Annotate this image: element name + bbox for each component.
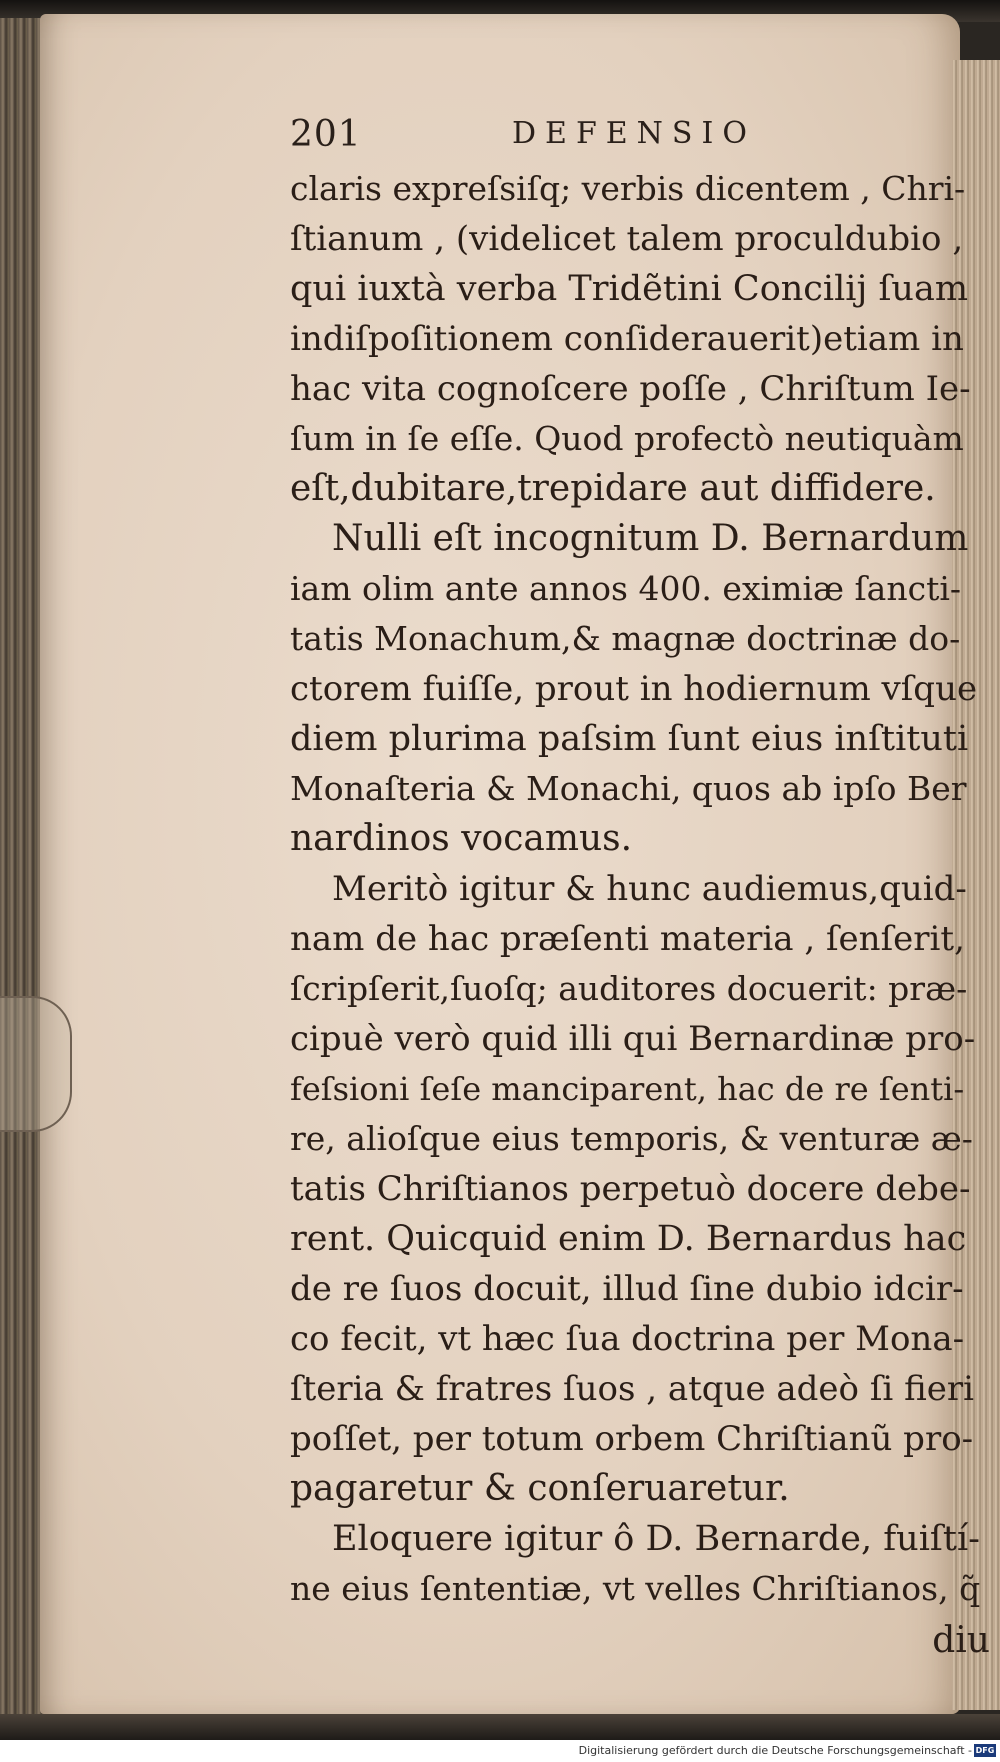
text-line: de re ſuos docuit, illud ſine dubio idcir- — [290, 1269, 964, 1309]
text-line: diem plurima paſsim ſunt eius inſtituti — [290, 719, 969, 759]
text-line: poſſet, per totum orbem Chriſtianũ pro- — [290, 1419, 974, 1459]
text-line: tatis Monachum,& magnæ doctrinæ do- — [290, 619, 961, 658]
text-line: cipuè verò quid illi qui Bernardinæ pro- — [290, 1019, 976, 1059]
text-line: Monaſteria & Monachi, quos ab ipſo Ber — [290, 769, 967, 808]
text-line: ſtianum , (videlicet talem proculdubio , — [290, 219, 964, 259]
text-line: iam olim ante annos 400. eximiæ ſancti- — [290, 569, 962, 608]
text-line: Meritò igitur & hunc audiemus,quid- — [332, 869, 967, 909]
text-line: qui iuxtà verba Tridẽtini Concilij ſuam — [290, 269, 969, 309]
text-line: tatis Chriſtianos perpetuò docere debe- — [290, 1169, 971, 1209]
text-line: Eloquere igitur ô D. Bernarde, fuiſtí- — [332, 1519, 980, 1559]
text-line: ſcripſerit,ſuoſq; auditores docuerit: præ- — [290, 969, 968, 1008]
bookmark-tab — [0, 996, 72, 1132]
page-number: 201 — [290, 114, 362, 155]
text-line: pagaretur & conſeruaretur. — [290, 1468, 790, 1509]
text-line: Nulli eſt incognitum D. Bernardum — [332, 518, 969, 559]
text-line: claris expreſsiſq; verbis dicentem , Chri- — [290, 169, 966, 208]
text-line: ctorem fuiſſe, prout in hodiernum vſque — [290, 669, 978, 709]
text-line: rent. Quicquid enim D. Bernardus hac — [290, 1219, 967, 1259]
catchword: diu — [932, 1620, 990, 1661]
bottom-book-edge — [0, 1714, 1000, 1740]
text-line: ſum in ſe eſſe. Quod profectò neutiquàm — [290, 419, 964, 458]
running-title: DEFENSIO — [512, 116, 756, 151]
text-line: feſsioni ſeſe manciparent, hac de re ſenti- — [290, 1070, 965, 1108]
text-line: ſteria & fratres ſuos , atque adeò ſi fieri — [290, 1369, 975, 1409]
text-line: ne eius ſententiæ, vt velles Chriſtianos, q̃ — [290, 1569, 981, 1608]
text-line: nam de hac præſenti materia , ſenſerit, — [290, 919, 965, 959]
text-line: nardinos vocamus. — [290, 818, 633, 859]
dfg-logo: DFG — [975, 1746, 995, 1755]
text-line: hac vita cognoſcere poſſe , Chriſtum Ie- — [290, 369, 971, 409]
text-line: co fecit, vt hæc ſua doctrina per Mona- — [290, 1319, 965, 1359]
running-head — [290, 114, 930, 166]
funding-credit: Digitalisierung gefördert durch die Deutsche Forschungsgemeinschaft - — [578, 1744, 972, 1757]
text-line: indiſpoſitionem conſiderauerit)etiam in — [290, 319, 964, 359]
text-line: re, alioſque eius temporis, & venturæ æ- — [290, 1119, 973, 1158]
text-line: eſt,dubitare,trepidare aut diffidere. — [290, 468, 936, 509]
